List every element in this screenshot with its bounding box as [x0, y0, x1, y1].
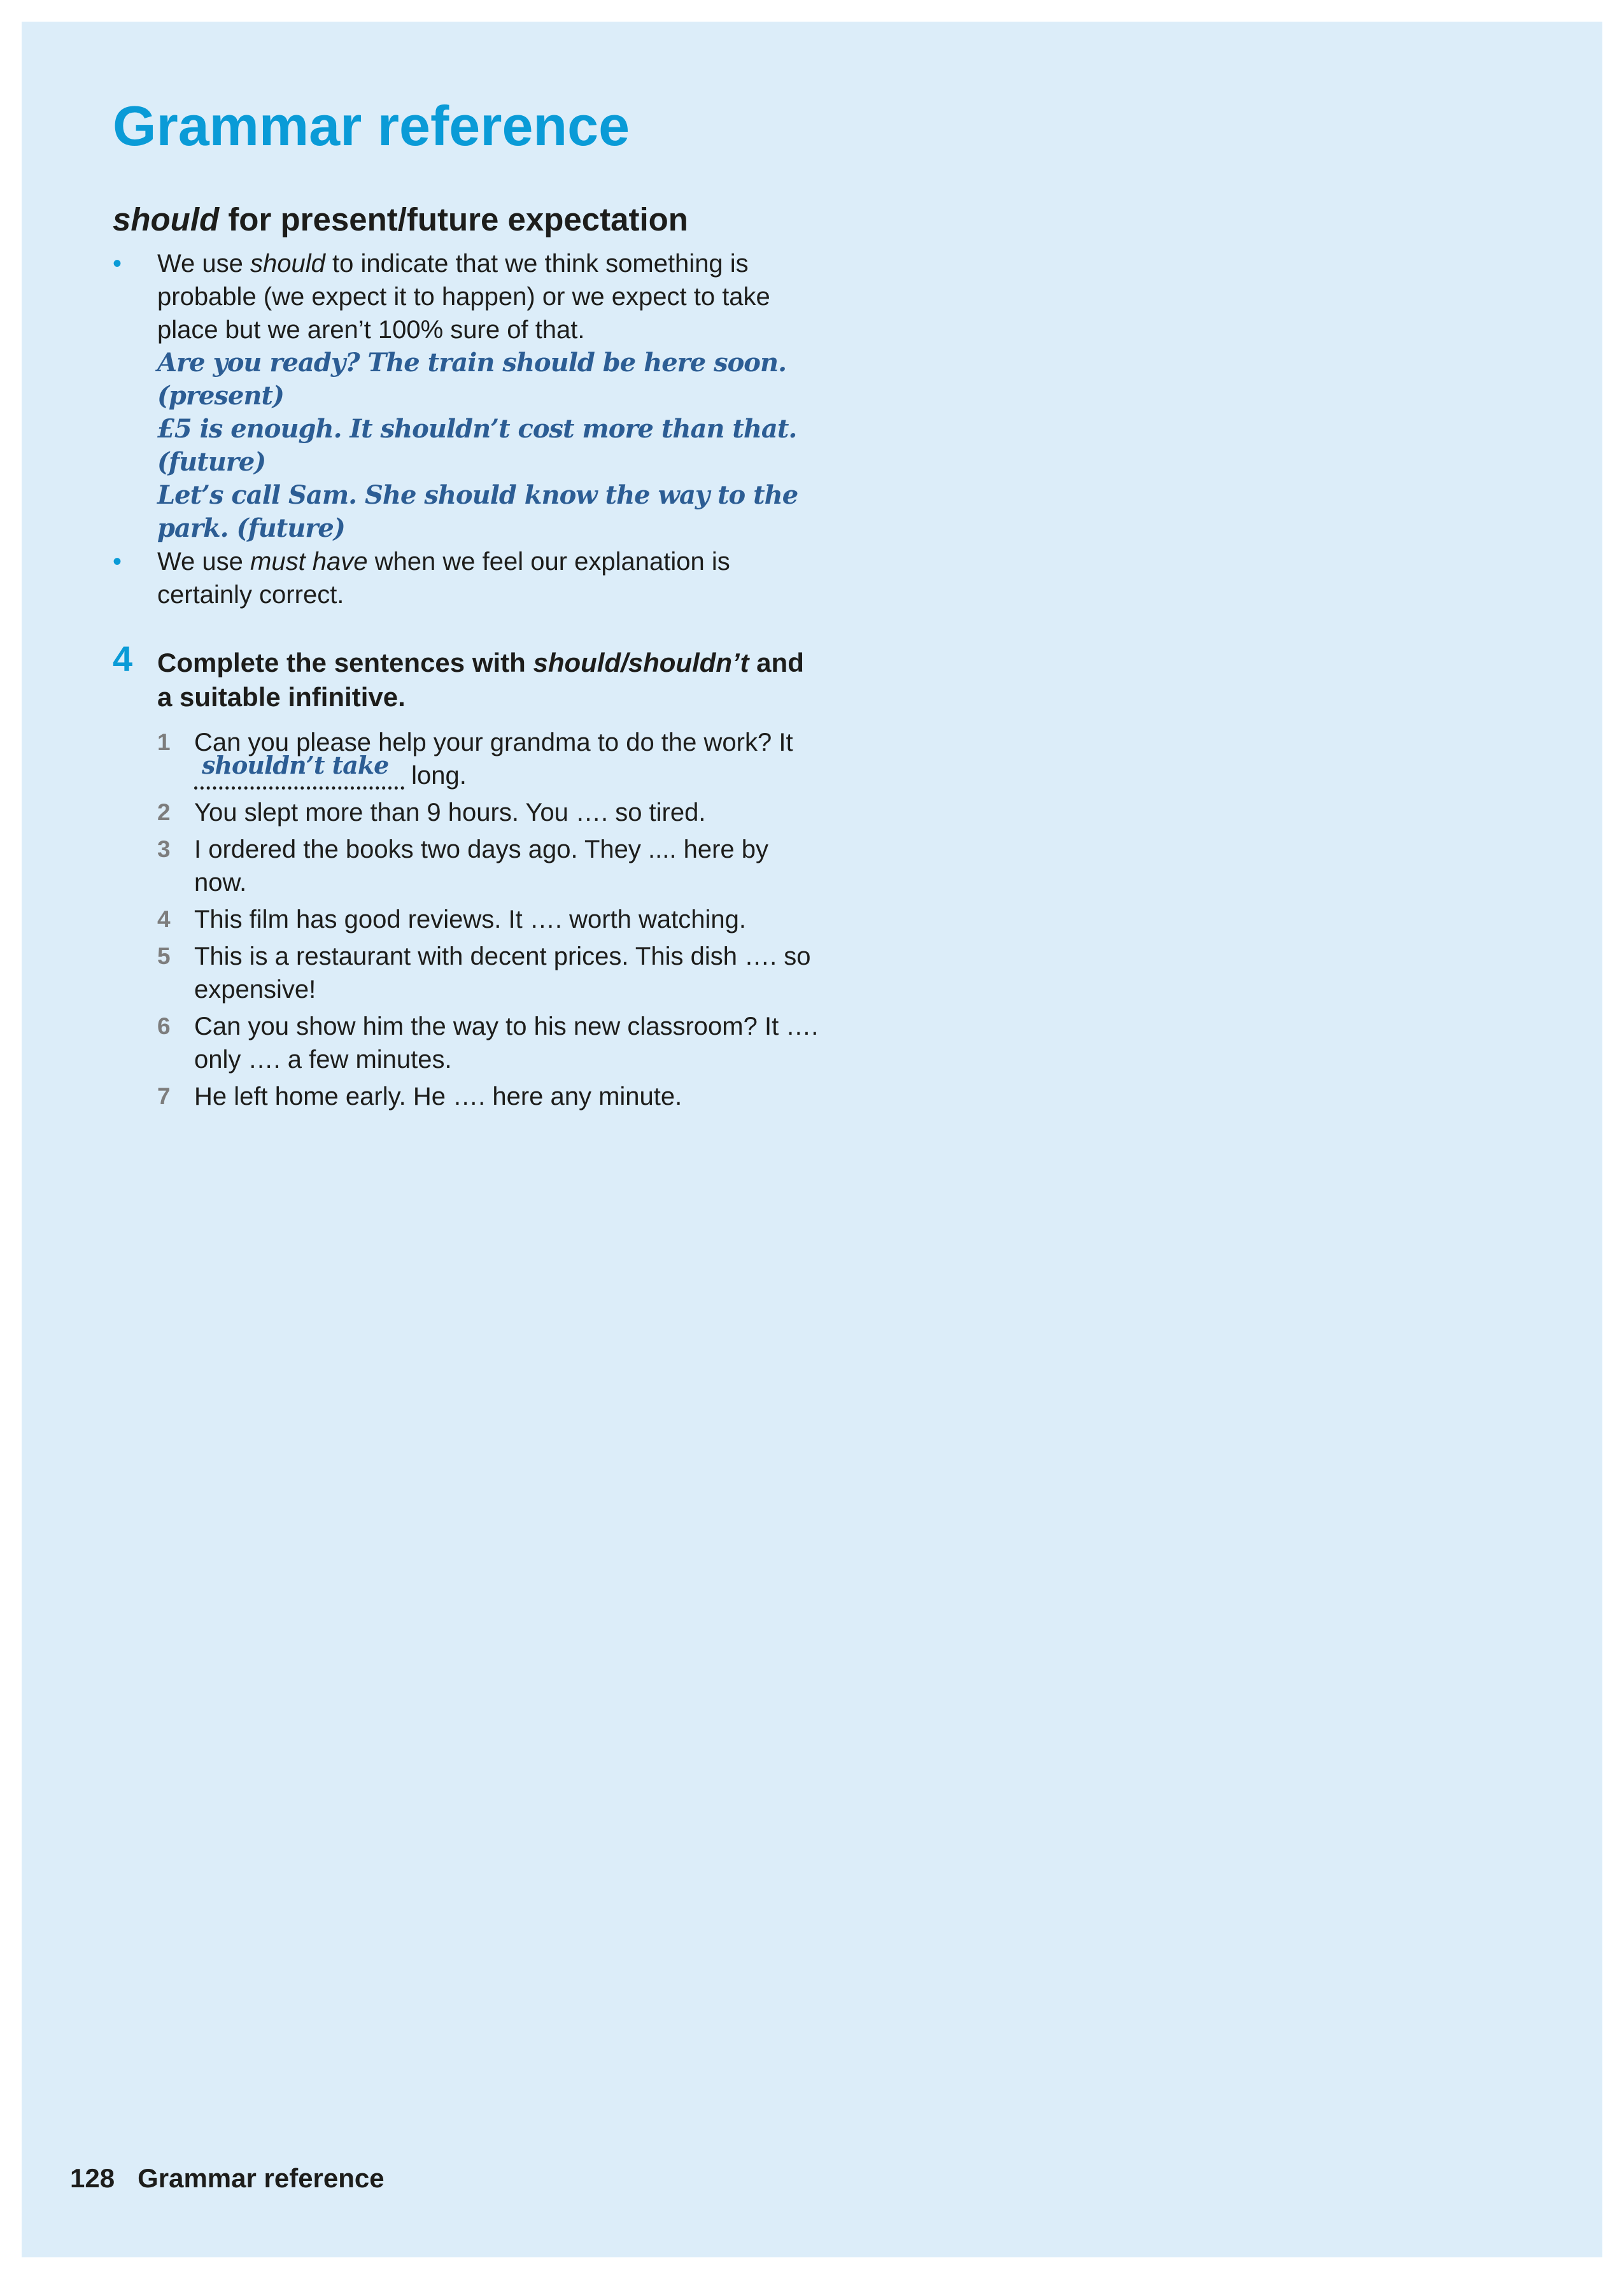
instruction-text: Complete the sentences with — [157, 648, 533, 678]
item-text: Can you please help your grandma to do the work? It — [194, 728, 793, 756]
bullet-text-part: We use — [157, 548, 250, 576]
item-text: This is a restaurant with decent prices. This dish …. so expensive! — [194, 942, 811, 1004]
item-text: He left home early. He …. here any minute. — [194, 1083, 682, 1111]
exercise-items — [113, 726, 826, 1113]
example-sentence: Are you ready? The train should be here soon. (present) — [157, 348, 786, 411]
section-heading — [113, 200, 688, 239]
instruction-text: and a suitable infinitive. — [157, 648, 804, 712]
answer-blank[interactable] — [194, 751, 404, 792]
exercise-item — [157, 940, 826, 1006]
exercise-item — [157, 796, 826, 829]
bullet-text-part: We use — [157, 250, 250, 278]
bullet-text — [157, 250, 770, 344]
exercise-4 — [113, 639, 826, 1117]
example-sentence: £5 is enough. It shouldn’t cost more than that. (future) — [157, 414, 797, 477]
item-number: 4 — [157, 906, 171, 932]
bullet-keyword: should — [250, 250, 325, 278]
exercise-item — [157, 726, 826, 792]
exercise-item — [157, 1010, 826, 1076]
bullet-text — [157, 548, 730, 609]
item-number: 2 — [157, 799, 171, 825]
example-answer: shouldn’t take — [202, 751, 389, 779]
bullet-text-part: to indicate that we think something is probable (we expect it to happen) or we expect to take place but we aren’t 100% sure of that. — [157, 250, 770, 344]
item-number: 6 — [157, 1013, 171, 1039]
exercise-item — [157, 903, 826, 936]
page-number: 128 — [70, 2163, 115, 2193]
item-text: Can you show him the way to his new classroom? It …. only …. a few minutes. — [194, 1012, 819, 1074]
item-number: 5 — [157, 943, 171, 969]
bullet-text-part: when we feel our explanation is certainly correct. — [157, 548, 730, 609]
instruction-keyword: should/shouldn’t — [533, 648, 749, 678]
page-footer — [70, 2163, 385, 2194]
page-title: Grammar reference — [113, 94, 630, 157]
example-sentence: Let’s call Sam. She should know the way to the park. (future) — [157, 480, 798, 543]
grammar-notes — [113, 247, 800, 611]
item-number: 3 — [157, 836, 171, 862]
footer-label: Grammar reference — [138, 2163, 385, 2193]
item-text: This film has good reviews. It …. worth watching. — [194, 905, 746, 934]
exercise-item — [157, 1080, 826, 1113]
bullet-keyword: must have — [250, 548, 368, 576]
exercise-instruction — [113, 639, 826, 714]
item-number: 1 — [157, 729, 171, 755]
bullet-point — [113, 247, 800, 545]
exercise-item — [157, 833, 826, 899]
bullet-icon: • — [113, 548, 122, 576]
section-heading-text: for present/future expectation — [219, 201, 688, 238]
item-text: I ordered the books two days ago. They .... here by now. — [194, 835, 769, 897]
item-number: 7 — [157, 1083, 171, 1109]
item-text: long. — [404, 762, 467, 790]
section-heading-keyword: should — [113, 201, 220, 238]
bullet-point — [113, 545, 800, 611]
item-text: You slept more than 9 hours. You …. so tired. — [194, 799, 706, 827]
exercise-number: 4 — [113, 639, 133, 679]
bullet-icon: • — [113, 250, 122, 278]
dotted-line — [194, 786, 404, 790]
